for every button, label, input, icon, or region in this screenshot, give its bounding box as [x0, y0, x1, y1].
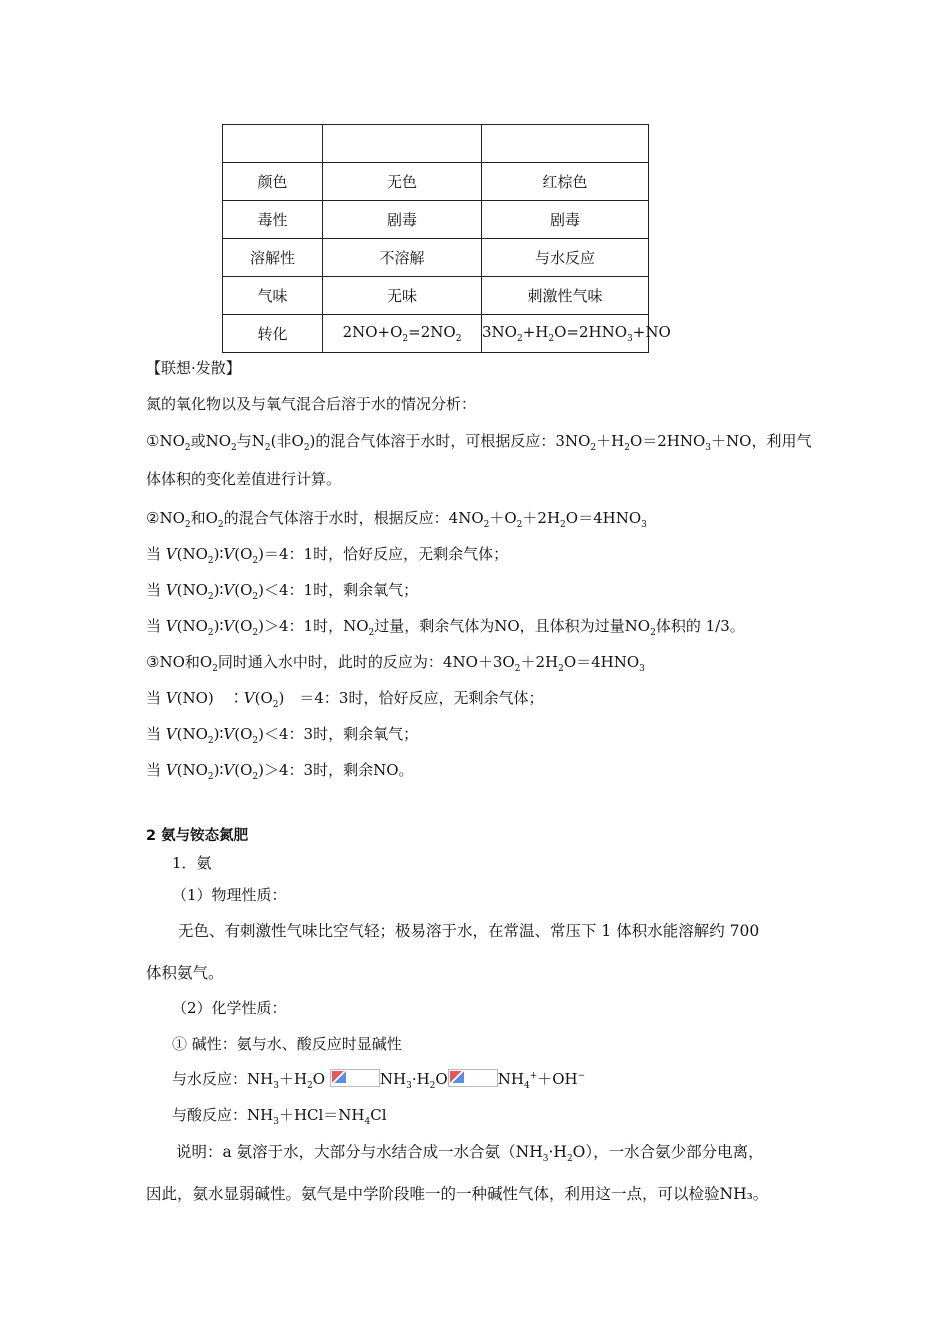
explain-line2: 因此，氨水显弱碱性。氨气是中学阶段唯一的一种碱性气体，利用这一点，可以检验NH₃。 [146, 1185, 769, 1203]
table-cell: 转化 [223, 315, 323, 353]
physical-text-line1: 无色、有刺激性气味比空气轻；极易溶于水，在常温、常压下 1 体积水能溶解约 700 [178, 922, 760, 940]
case2-condition-less: 当 $V(NO_2)∶V(O_2)<4$：1时，剩余氧气； [146, 581, 419, 602]
basic-heading: ① 碱性：氨与水、酸反应时显碱性 [172, 1035, 402, 1053]
table-row [223, 315, 649, 353]
acid-reaction-line: 与酸反应：$NH_3+HCl=NH_4Cl$ [172, 1106, 387, 1127]
case3-condition-greater: 当 $V(NO_2)∶V(O_2)>4$：3时，剩余NO。 [146, 761, 414, 782]
section2-title: 2 氨与铵态氮肥 [146, 828, 249, 844]
table-cell: 气味 [223, 277, 323, 315]
reversible-arrow-icon [330, 1069, 380, 1087]
table-row [223, 163, 649, 201]
table-row [223, 277, 649, 315]
case3-condition-less: 当 $V(NO_2)∶V(O_2)<4$：3时，剩余氧气； [146, 725, 419, 746]
table-row [223, 201, 649, 239]
table-header-cell [223, 125, 323, 163]
table-cell: 颜色 [223, 163, 323, 201]
case2-line: $②NO_2$和$O_2$的混合气体溶于水时，根据反应：$4NO_2+O_2+2H_2O=4HNO_3$ [146, 509, 647, 530]
case3-condition-equal: 当 V(NO) $∶V(O_2)$ ＝4：3时，恰好反应，无剩余气体； [146, 689, 544, 710]
table-cell-equation: $3NO_2+H_2O=2HNO_3+NO$ [482, 315, 649, 353]
table-cell: 刺激性气味 [482, 277, 649, 315]
physical-text-line2: 体积氨气。 [146, 964, 224, 982]
table-header-cell [323, 125, 482, 163]
comparison-table [222, 124, 671, 353]
case1-line2: 体体积的变化差值进行计算。 [146, 470, 342, 488]
case2-condition-equal: 当 $V(NO_2)∶V(O_2)=4$：1时，恰好反应，无剩余气体； [146, 545, 509, 566]
intro-text: 氮的氧化物以及与氧气混合后溶于水的情况分析： [146, 395, 477, 413]
table-cell-equation: $2NO+O_2=2NO_2$ [323, 315, 482, 353]
table-cell: 无色 [323, 163, 482, 201]
table-cell: 剧毒 [482, 201, 649, 239]
table-cell: 溶解性 [223, 239, 323, 277]
physical-heading: （1）物理性质： [172, 886, 287, 904]
water-reaction-line: 与水反应：$NH_3+H_2O$ $NH_3\cdot H_2O$ $NH_4^++OH^-$ [172, 1070, 586, 1091]
case2-condition-greater: 当 $V(NO_2)∶V(O_2)>4$：1时，$NO_2$过量，剩余气体为NO，且体积为过量$NO_2$体积的 1/3。 [146, 617, 745, 638]
section-heading-lianxiang: 【联想·发散】 [146, 359, 241, 377]
table-header-cell [482, 125, 649, 163]
table-header-row [223, 125, 649, 163]
explain-line1: 说明：a 氨溶于水，大部分与水结合成一水合氨$(NH_3\cdot H_2O)$，一水合氨少部分电离， [176, 1143, 764, 1165]
chemical-heading: （2）化学性质： [172, 999, 287, 1017]
table-cell: 与水反应 [482, 239, 649, 277]
table-cell: 无味 [323, 277, 482, 315]
table-row [223, 239, 649, 277]
table-cell: 不溶解 [323, 239, 482, 277]
case3-tail: ：3时，剩余NO。 [288, 761, 414, 779]
table-cell: 毒性 [223, 201, 323, 239]
case1-line: $①NO_2$或$NO_2$与$N_2$(非$O_2$)的混合气体溶于水时，可根据反应：$3NO_2+H_2O=2HNO_3+NO$，利用气 [146, 432, 812, 453]
table-cell: 红棕色 [482, 163, 649, 201]
table-cell: 剧毒 [323, 201, 482, 239]
reversible-arrow-icon [448, 1069, 498, 1087]
case3-line: ③NO和$O_2$同时通入水中时，此时的反应为：$4NO+3O_2+2H_2O=4HNO_3$ [146, 653, 645, 674]
ammonia-heading: 1．氨 [172, 854, 212, 872]
